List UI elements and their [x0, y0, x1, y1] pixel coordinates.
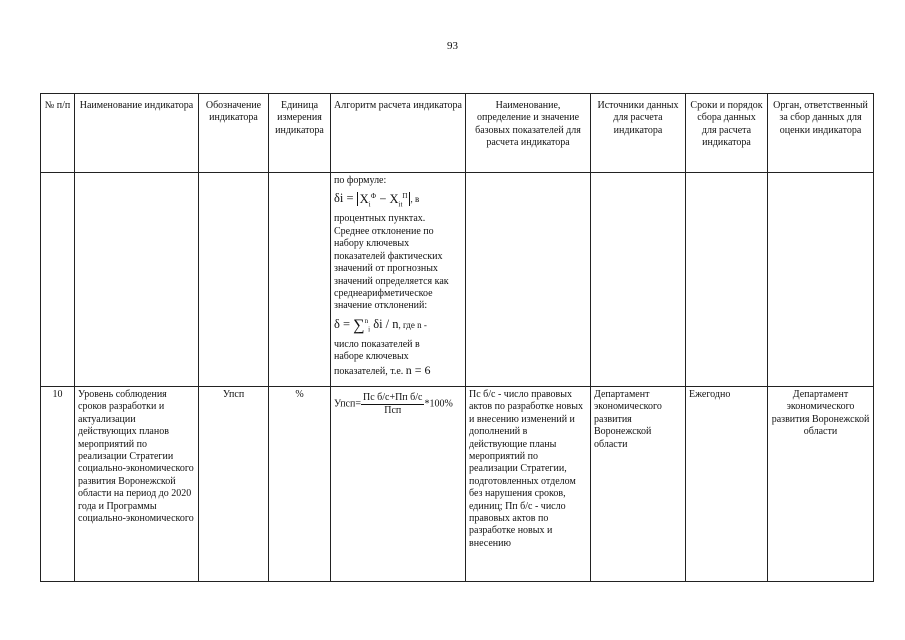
algo-text: показателей, т.е. n = 6 [334, 362, 431, 377]
algo-text: число показателей в [334, 338, 420, 350]
cell-empty [41, 173, 75, 387]
header-symbol: Обозначение индикатора [199, 94, 269, 173]
formula-deviation: $\delta i = X_i^Ф - X_{it}^П$ , в [334, 191, 420, 209]
cell-empty [269, 173, 331, 387]
indicators-table [40, 93, 874, 582]
cell-empty [199, 173, 269, 387]
header-algo: Алгоритм расчета индикатора [331, 94, 466, 173]
cell-indicator-symbol: Упсп [199, 387, 269, 582]
header-name: Наименование индикатора [75, 94, 199, 173]
algo-text: показателей фактических [334, 250, 443, 262]
cell-indicator-unit: % [269, 387, 331, 582]
cell-empty [686, 173, 768, 387]
formula-mean-deviation: δ = ∑$^n_i$ δi / n, где n - [334, 316, 427, 334]
header-timing: Сроки и порядок сбора данных для расчета индикатора [686, 94, 768, 173]
header-sources: Источники данных для расчета индикатора [591, 94, 686, 173]
header-base: Наименование, определение и значение базовых показателей для расчета индикатора [466, 94, 591, 173]
cell-timing: Ежегодно [686, 387, 768, 582]
algo-text: среднеарифметическое [334, 287, 433, 299]
algo-text: значений от прогнозных [334, 263, 438, 275]
cell-empty [591, 173, 686, 387]
cell-algorithm-continuation [331, 173, 466, 387]
header-org: Орган, ответственный за сбор данных для оценки индикатора [768, 94, 874, 173]
table-row-formula-continuation [41, 173, 874, 387]
cell-row-number: 10 [41, 387, 75, 582]
algo-text: процентных пунктах. [334, 213, 426, 225]
algo-text: наборе ключевых [334, 351, 409, 363]
algo-text: набору ключевых [334, 238, 410, 250]
cell-algorithm [331, 387, 466, 582]
algo-text: значений определяется как [334, 275, 449, 287]
cell-empty [75, 173, 199, 387]
cell-empty [768, 173, 874, 387]
algo-text: по формуле: [334, 175, 387, 186]
cell-empty [466, 173, 591, 387]
table-header-row [41, 94, 874, 173]
cell-indicator-name: Уровень соблюдения сроков разработки и актуализации действующих планов мероприятий по реализации Стратегии социально-экономического развития Воронежской области на период до 2020 года и Программы социально-экономического [75, 387, 199, 582]
cell-data-sources: Департамент экономического развития Воронежской области [591, 387, 686, 582]
algo-text: значение отклонений: [334, 300, 428, 312]
page-number: 93 [447, 40, 458, 52]
cell-responsible-org: Департамент экономического развития Воронежской области [768, 387, 874, 582]
cell-base-indicators: Пс б/с - число правовых актов по разработке новых и внесению изменений и дополнений в действующие планы мероприятий по реализации Стратегии, подготовленных отделом без нарушения сроков, единиц; Пп б/с - число правовых актов по разработке новых и внесению [466, 387, 591, 582]
table-row-10 [41, 387, 874, 582]
header-num: № п/п [41, 94, 75, 173]
formula-compliance: Упсп= $\frac{\text{Пс б/с+Пп б/с}}{\text{Псп}}$ *100% [334, 392, 453, 417]
header-unit: Единица измерения индикатора [269, 94, 331, 173]
algo-text: Среднее отклонение по [334, 225, 434, 237]
